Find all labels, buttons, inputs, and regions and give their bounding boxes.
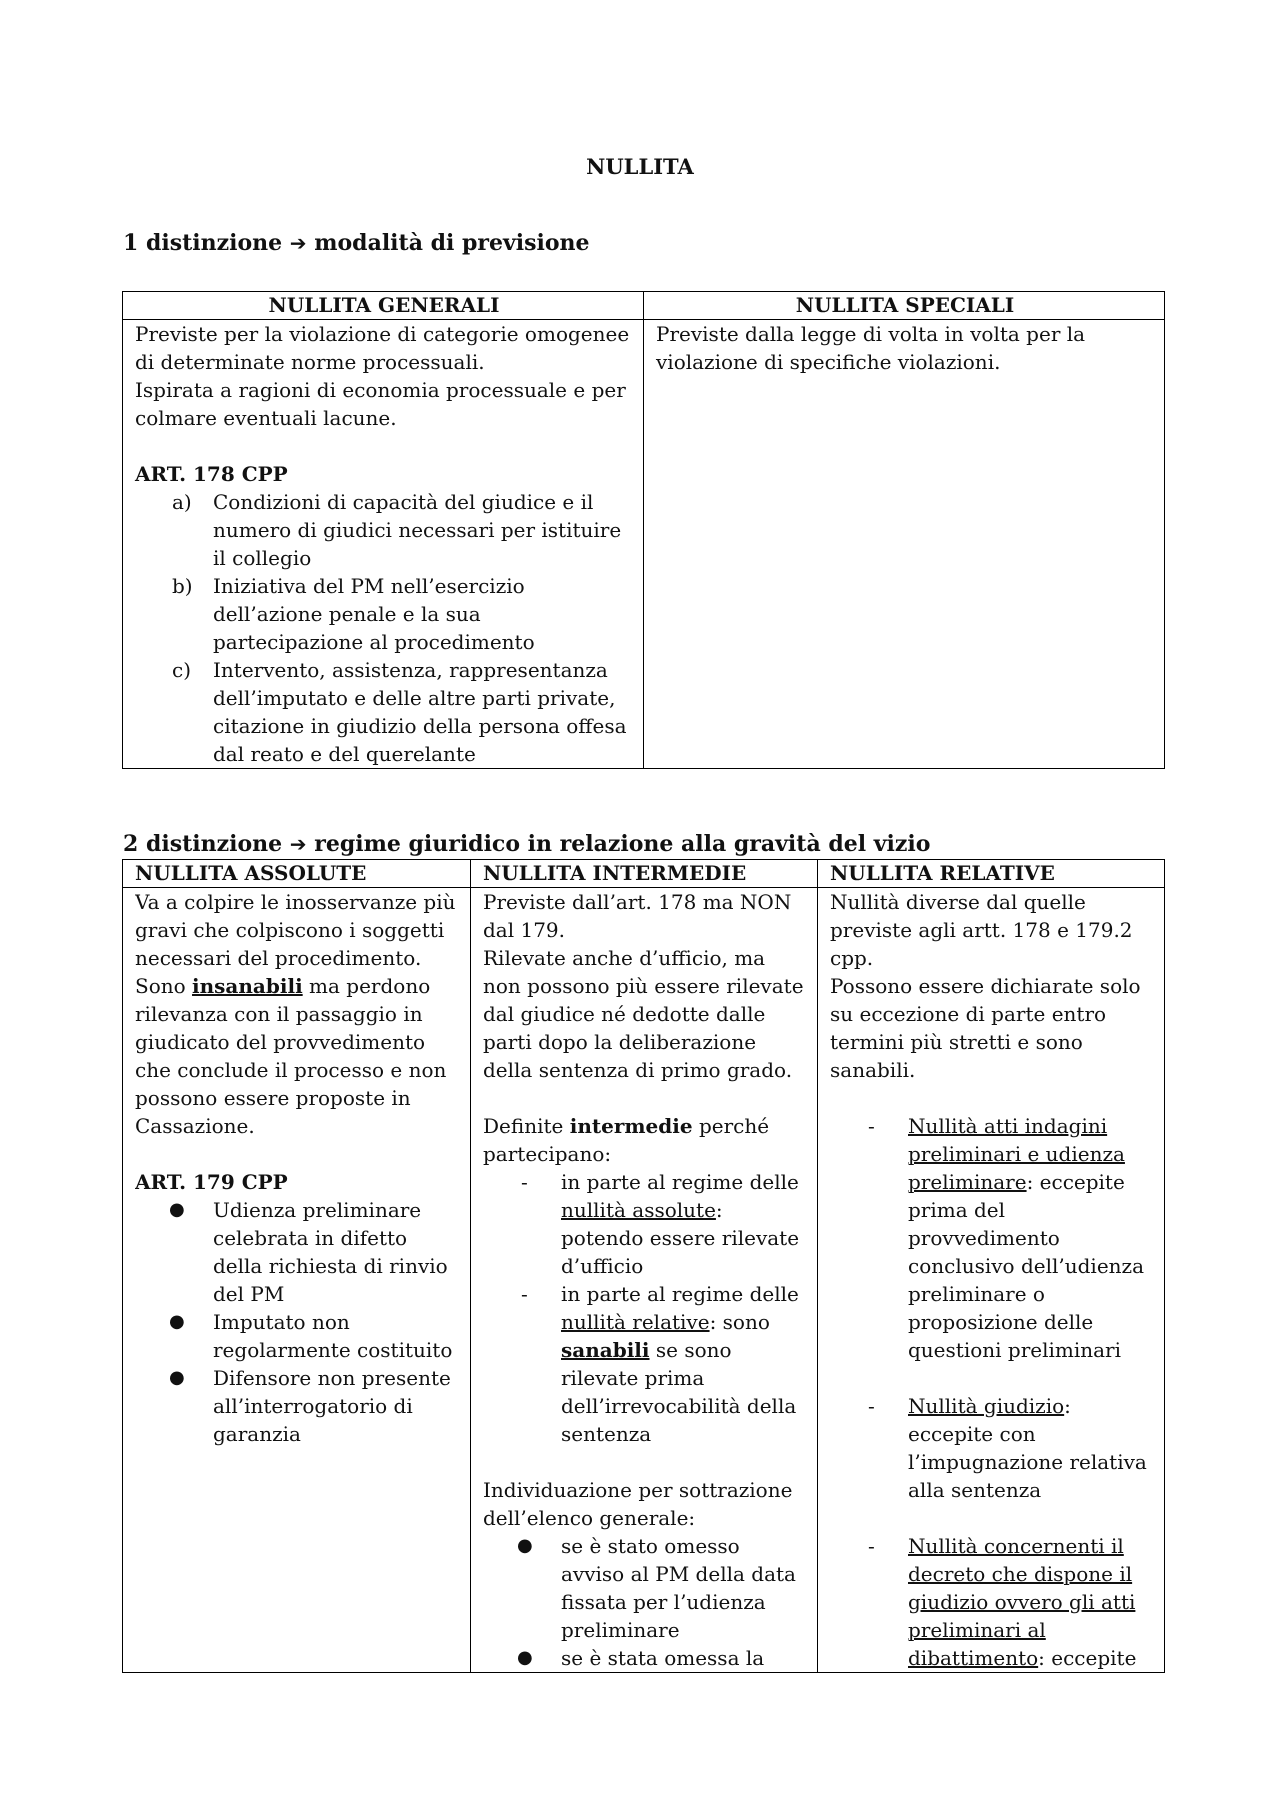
bullet-icon: ●: [517, 1535, 533, 1556]
section-1-heading: [123, 230, 590, 256]
article-178-list: [135, 488, 633, 768]
article-heading: ART. 178 CPP: [135, 462, 288, 486]
text-paragraph: Va a colpire le inosservanze più gravi che colpiscono i soggetti necessari del procedimento.: [135, 890, 456, 970]
regime-list: [483, 1168, 807, 1448]
arrow-right-icon: ➔: [289, 231, 307, 255]
section-2-heading-pre: 2 distinzione: [123, 831, 283, 857]
insanabili-emphasis: insanabili: [192, 974, 303, 998]
header-nullita-relative: NULLITA RELATIVE: [818, 860, 1165, 888]
list-item: a) Condizioni di capacità del giudice e il numero di giudici necessari per istituire il collegio: [172, 490, 622, 570]
cell-nullita-speciali: [644, 320, 1165, 769]
table-nullita-generali-speciali: [122, 291, 1165, 769]
text-paragraph: Individuazione per sottrazione dell’elenco generale:: [483, 1478, 793, 1530]
section-2-heading-post: regime giuridico in relazione alla gravità del vizio: [314, 831, 931, 857]
bullet-icon: ●: [169, 1199, 185, 1220]
text-paragraph: Sono insanabili ma perdono rilevanza con il passaggio in giudicato del provvedimento che conclude il processo e non possono essere proposte in Cassazione.: [135, 974, 447, 1138]
bullet-icon: ●: [517, 1647, 533, 1668]
list-item: - Nullità giudizio: eccepite con l’impugnazione relativa alla sentenza: [868, 1394, 1147, 1502]
list-item: - in parte al regime delle nullità assolute: potendo essere rilevate d’ufficio: [521, 1170, 800, 1278]
header-nullita-speciali: NULLITA SPECIALI: [644, 292, 1165, 320]
text-paragraph: Rilevate anche d’ufficio, ma non possono più essere rilevate dal giudice né dedotte dalle parti dopo la deliberazione della sentenza di primo grado.: [483, 946, 804, 1082]
section-1-heading-pre: 1 distinzione: [123, 230, 283, 256]
arrow-right-icon: ➔: [289, 832, 307, 856]
list-item: - Nullità concernenti il decreto che dispone il giudizio ovvero gli atti preliminari al dibattimento: eccepite: [868, 1534, 1137, 1670]
list-item: c) Intervento, assistenza, rappresentanza dell’imputato e delle altre parti private, citazione in giudizio della persona offesa dal reato e del querelante: [172, 658, 627, 766]
list-item: ● se è stato omesso avviso al PM della data fissata per l’udienza preliminare: [517, 1534, 796, 1642]
cell-nullita-assolute: [123, 888, 471, 1673]
header-nullita-assolute: NULLITA ASSOLUTE: [123, 860, 471, 888]
table-regime-giuridico: [122, 859, 1165, 1673]
sottrazione-list: [483, 1532, 807, 1672]
cell-nullita-generali: [123, 320, 644, 769]
bullet-icon: ●: [169, 1367, 185, 1388]
list-item: - Nullità atti indagini preliminari e udienza preliminare: eccepite prima del provvedimento conclusivo dell’udienza preliminare o proposizione delle questioni preliminari: [868, 1114, 1145, 1362]
list-item: - in parte al regime delle nullità relative: sono sanabili se sono rilevate prima dell’irrevocabilità della sentenza: [521, 1282, 799, 1446]
text-paragraph: Possono essere dichiarate solo su eccezione di parte entro termini più stretti e sono sanabili.: [830, 974, 1141, 1082]
text-paragraph: Definite intermedie perché partecipano:: [483, 1114, 770, 1166]
header-nullita-generali: NULLITA GENERALI: [123, 292, 644, 320]
text-paragraph: Previste per la violazione di categorie omogenee di determinate norme processuali.: [135, 322, 630, 374]
article-heading: ART. 179 CPP: [135, 1170, 288, 1194]
list-item: ● se è stata omessa la: [517, 1646, 765, 1670]
page-title: NULLITA: [586, 154, 694, 179]
text-paragraph: Previste dalla legge di volta in volta per la violazione di specifiche violazioni.: [656, 322, 1086, 374]
cell-nullita-relative: [818, 888, 1165, 1673]
text-paragraph: Previste dall’art. 178 ma NON dal 179.: [483, 890, 792, 942]
list-item: b) Iniziativa del PM nell’esercizio dell’azione penale e la sua partecipazione al procedimento: [172, 574, 535, 654]
list-item: ● Udienza preliminare celebrata in difetto della richiesta di rinvio del PM: [169, 1198, 448, 1306]
list-item: ● Difensore non presente all’interrogatorio di garanzia: [169, 1366, 451, 1446]
list-item: ● Imputato non regolarmente costituito: [169, 1310, 453, 1362]
relative-list: [830, 1112, 1154, 1672]
article-179-list: [135, 1196, 460, 1448]
cell-nullita-intermedie: [471, 888, 818, 1673]
section-2-heading: [123, 831, 930, 857]
text-paragraph: Ispirata a ragioni di economia processuale e per colmare eventuali lacune.: [135, 378, 626, 430]
bullet-icon: ●: [169, 1311, 185, 1332]
header-nullita-intermedie: NULLITA INTERMEDIE: [471, 860, 818, 888]
text-paragraph: Nullità diverse dal quelle previste agli artt. 178 e 179.2 cpp.: [830, 890, 1133, 970]
section-1-heading-post: modalità di previsione: [314, 230, 590, 256]
